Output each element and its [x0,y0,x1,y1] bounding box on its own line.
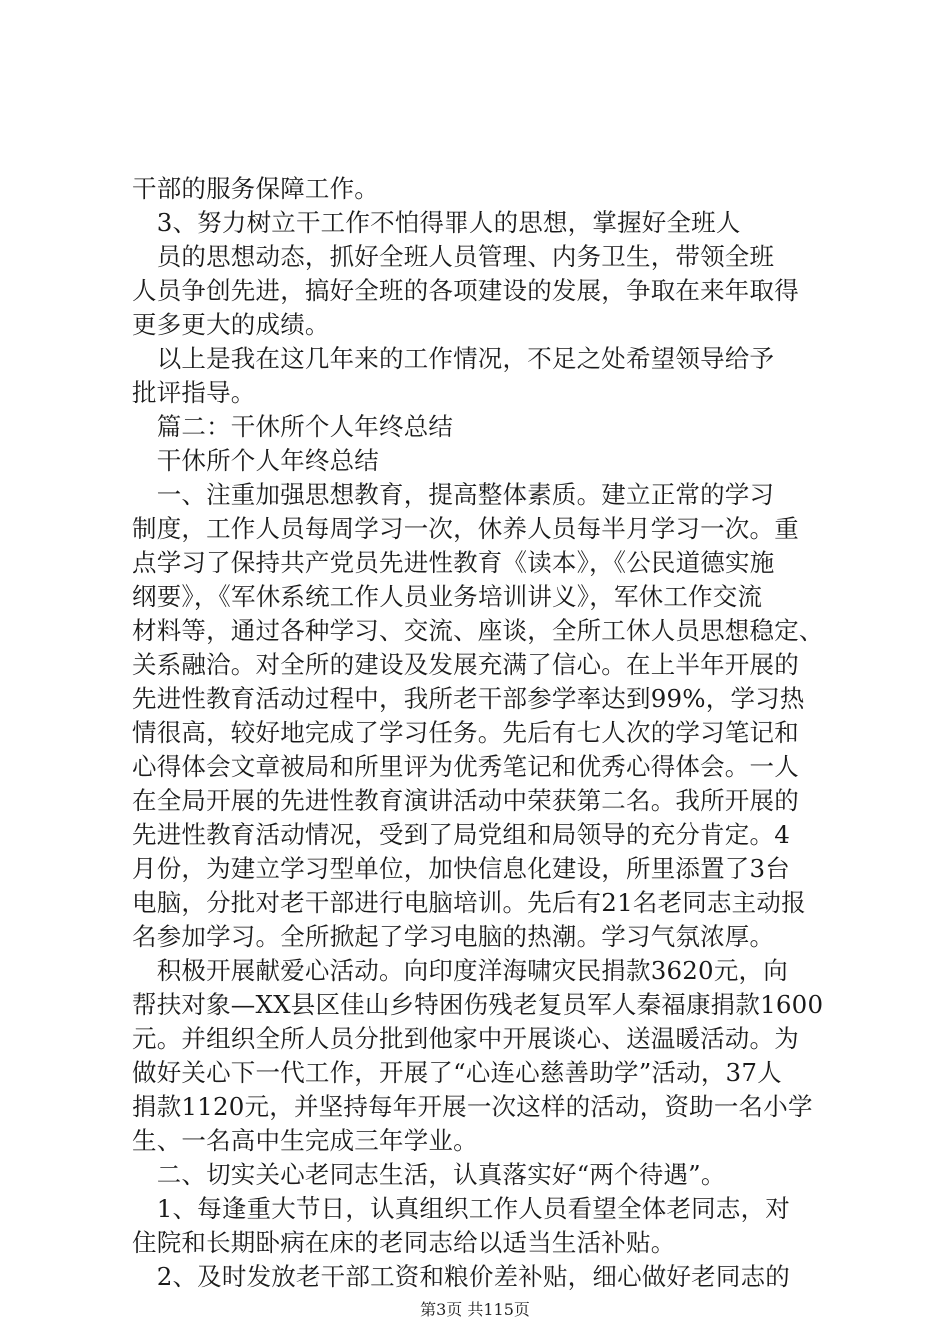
text-line: 心得体会文章被局和所里评为优秀笔记和优秀心得体会。一人 [132,752,799,781]
text-line: 在全局开展的先进性教育演讲活动中荣获第二名。我所开展的 [132,786,799,815]
text-line: 先进性教育活动情况，受到了局党组和局领导的充分肯定。4 [132,820,790,849]
text-line: 住院和长期卧病在床的老同志给以适当生活补贴。 [132,1228,676,1257]
text-line: 纲要》，《军休系统工作人员业务培训讲义》，军休工作交流 [132,582,763,611]
text-line: 先进性教育活动过程中，我所老干部参学率达到99%，学习热 [132,684,805,713]
text-line: 员的思想动态，抓好全班人员管理、内务卫生，带领全班 [132,242,775,271]
text-line: 更多更大的成绩。 [132,310,330,339]
page-number-footer: 第3页 共115页 [420,1300,530,1319]
text-line: 人员争创先进，搞好全班的各项建设的发展，争取在来年取得 [132,276,799,305]
text-line: 干部的服务保障工作。 [132,174,379,203]
text-line: 二、切实关心老同志生活，认真落实好“两个待遇”。 [132,1160,726,1189]
text-line: 以上是我在这几年来的工作情况，不足之处希望领导给予 [132,344,775,373]
text-line: 生、一名高中生完成三年学业。 [132,1126,478,1155]
text-line: 帮扶对象—XX县区佳山乡特困伤残老复员军人秦福康捐款1600 [132,990,824,1019]
text-line: 3、努力树立干工作不怕得罪人的思想，掌握好全班人 [132,208,741,237]
text-line: 2、及时发放老干部工资和粮价差补贴，细心做好老同志的 [132,1262,790,1291]
text-line: 材料等，通过各种学习、交流、座谈，全所工休人员思想稳定、 [132,616,824,645]
text-line: 电脑，分批对老干部进行电脑培训。先后有21名老同志主动报 [132,888,806,917]
text-line: 捐款1120元，并坚持每年开展一次这样的活动，资助一名小学 [132,1092,813,1121]
text-line: 情很高，较好地完成了学习任务。先后有七人次的学习笔记和 [132,718,799,747]
text-line: 一、注重加强思想教育，提高整体素质。建立正常的学习 [132,480,775,509]
text-line: 做好关心下一代工作，开展了“心连心慈善助学”活动，37人 [132,1058,782,1087]
text-line: 积极开展献爱心活动。向印度洋海啸灾民捐款3620元，向 [132,956,788,985]
text-line: 关系融洽。对全所的建设及发展充满了信心。在上半年开展的 [132,650,799,679]
text-line: 月份，为建立学习型单位，加快信息化建设，所里添置了3台 [132,854,790,883]
section-title: 干休所个人年终总结 [132,446,379,475]
text-line: 点学习了保持共产党员先进性教育《读本》，《公民道德实施 [132,548,775,577]
text-line: 名参加学习。全所掀起了学习电脑的热潮。学习气氛浓厚。 [132,922,775,951]
text-line: 批评指导。 [132,378,256,407]
section-heading: 篇二：干休所个人年终总结 [132,412,454,441]
text-line: 元。并组织全所人员分批到他家中开展谈心、送温暖活动。为 [132,1024,799,1053]
text-line: 制度，工作人员每周学习一次，休养人员每半月学习一次。重 [132,514,799,543]
text-line: 1、每逢重大节日，认真组织工作人员看望全体老同志，对 [132,1194,790,1223]
